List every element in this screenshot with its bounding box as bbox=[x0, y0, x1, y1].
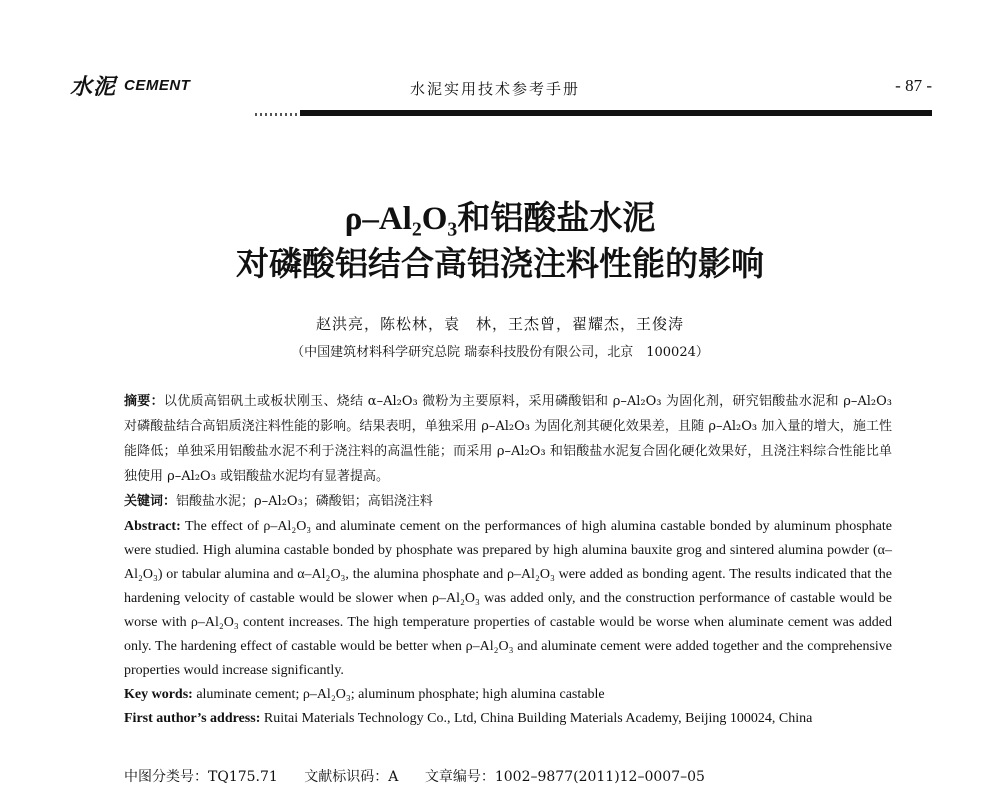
address-en-text: Ruitai Materials Technology Co., Ltd, China Building Materials Academy, Beijing 100024, China bbox=[263, 711, 813, 726]
keywords-cn-label: 关键词： bbox=[124, 494, 177, 509]
paper-title-line-2: 对磷酸铝结合高铝浇注料性能的影响 bbox=[236, 244, 764, 283]
document-code: 文献标识码：A bbox=[304, 769, 399, 785]
keywords-en bbox=[124, 683, 892, 707]
keywords-en-label: Key words: bbox=[124, 687, 193, 702]
abstract-en bbox=[124, 515, 892, 683]
keywords-cn-text: 铝酸盐水泥；ρ–Al₂O₃；磷酸铝；高铝浇注料 bbox=[176, 494, 433, 509]
paper-title-line-1 bbox=[0, 192, 1000, 239]
abstract-en-text: The effect of ρ–Al₂O₃ and aluminate cement on the performances of high alumina castable bonded by aluminum phosphate were studied. High alumina castable bonded by phosphate was prepared by high alumina bauxite grog and sintered alumina powder (α–Al₂O₃) or tabular alumina and α–Al₂O₃, the alumina phosphate and ρ–Al₂O₃ were added as bonding agent. The results indicated that the hardening velocity of castable would be slower when ρ–Al₂O₃ was added only, and the construction performance of castable would be worse with ρ–Al₂O₃ content increases. The high temperature properties of castable would be worse when aluminate cement was added only. The hardening effect of castable would be better when ρ–Al₂O₃ and aluminate cement were added together and the comprehensive properties would increase significantly. bbox=[124, 519, 892, 678]
page-number: - 87 - bbox=[895, 76, 932, 95]
title-rest: 和铝酸盐水泥 bbox=[457, 198, 656, 237]
abstract-cn bbox=[124, 389, 892, 489]
abstract-en-label: Abstract: bbox=[124, 519, 181, 534]
logo-english: CEMENT bbox=[124, 76, 191, 94]
chinese-abstract-block bbox=[124, 389, 892, 514]
english-abstract-block bbox=[124, 515, 892, 731]
address-en-label: First author’s address: bbox=[124, 711, 261, 726]
keywords-cn bbox=[124, 489, 892, 514]
address-en bbox=[124, 707, 892, 731]
affiliation: （中国建筑材料科学研究总院 瑞泰科技股份有限公司，北京 100024） bbox=[291, 345, 709, 360]
author-list: 赵洪亮，陈松林，袁 林，王杰曾，翟耀杰，王俊涛 bbox=[315, 315, 684, 333]
abstract-cn-text: 以优质高铝矾土或板状刚玉、烧结 α–Al₂O₃ 微粉为主要原料，采用磷酸铝和 ρ–Al₂O₃ 为固化剂，研究铝酸盐水泥和 ρ–Al₂O₃ 对磷酸盐结合高铝质浇注料性能的影响。结果表明，单独采用 ρ–Al₂O₃ 为固化剂其硬化效果差，且随 ρ–Al₂O₃ 加入量的增大，施工性能降低；单独采用铝酸盐水泥不利于浇注料的高温性能；而采用 ρ–Al₂O₃ 和铝酸盐水泥复合固化硬化效果好，且浇注料综合性能比单独使用 ρ–Al₂O₃ 或铝酸盐水泥均有显著提高。 bbox=[124, 394, 892, 484]
title-chem: ρ–Al₂O₃ bbox=[344, 201, 458, 237]
classification-footer bbox=[124, 766, 727, 786]
journal-title: 水泥实用技术参考手册 bbox=[410, 80, 581, 98]
clc-number: 中图分类号：TQ175.71 bbox=[124, 769, 278, 785]
keywords-en-text: aluminate cement; ρ–Al₂O₃; aluminum phosphate; high alumina castable bbox=[196, 687, 605, 702]
logo-chinese: 水泥 bbox=[70, 73, 117, 100]
abstract-cn-label: 摘要： bbox=[124, 394, 164, 409]
header-rule bbox=[300, 110, 932, 116]
article-number: 文章编号：1002–9877(2011)12–0007–05 bbox=[424, 769, 705, 785]
journal-logo bbox=[70, 70, 190, 100]
